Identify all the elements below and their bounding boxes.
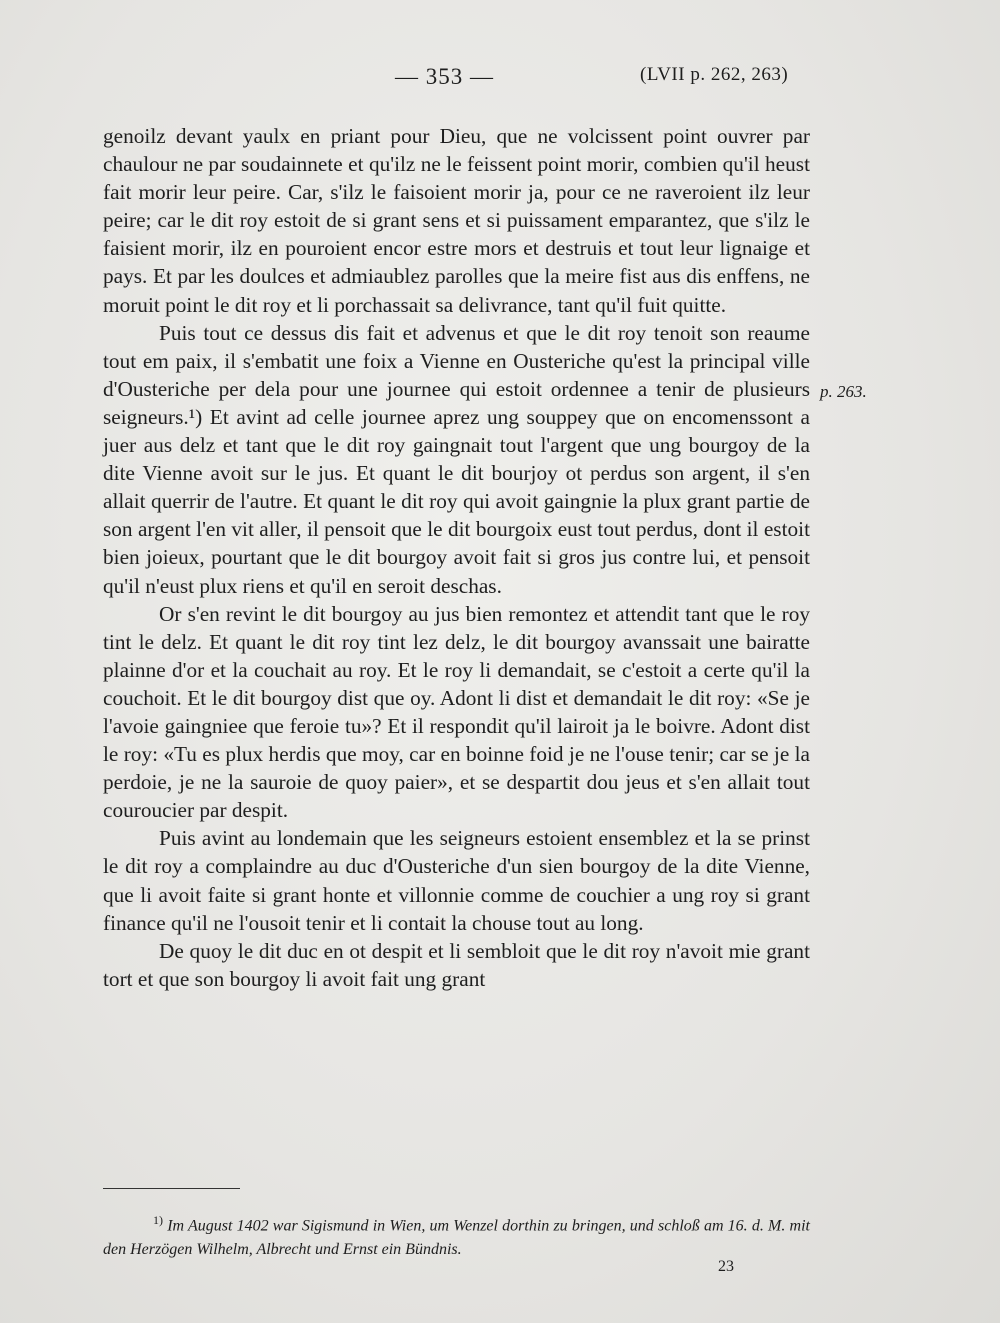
page-number: — 353 — [395, 64, 494, 89]
running-head: (LVII p. 262, 263) [640, 64, 789, 85]
paragraph: Puis tout ce dessus dis fait et advenus et que le dit roy tenoit son reaume tout em paix, il s'embatit une foix a Vienne en Ousteriche qu'est la principal ville d'Ousteriche per dela pour une journee qui estoit ordennee a tenir de plusieurs seigneurs.¹) Et avint ad celle journee aprez ung souppey que on encomenssont a juer aus delz et tant que le dit roy gaingnait tout l'argent que ung bourgoy de la dite Vienne avoit sur le jus. Et quant le dit bourjoy ot perdus son argent, il s'en allait querrir de l'autre. Et quant le dit roy qui avoit gaingnie la plux grant partie de son argent l'en vit aller, il pensoit que le dit bourgoix eust tout perdus, dont il estoit bien joieux, pourtant que le dit bourgoy avoit fait si gros jus contre lui, et pensoit qu'il n'eust plux riens et qu'il en seroit deschas. [103, 320, 810, 598]
body-text [103, 122, 810, 993]
paragraph: De quoy le dit duc en ot despit et li sembloit que le dit roy n'avoit mie grant tort et que son bourgoy li avoit fait ung grant [103, 938, 810, 991]
footnote-text: Im August 1402 war Sigismund in Wien, um Wenzel dorthin zu bringen, und schloß am 16. d. M. mit den Herzögen Wilhelm, Albrecht und Ernst ein Bündnis. [103, 1217, 810, 1259]
footnote-mark: 1) [153, 1213, 163, 1227]
page-header [0, 58, 1000, 98]
margin-page-reference: p. 263. [820, 382, 867, 401]
paragraph: Puis avint au londemain que les seigneurs estoient ensemblez et la se prinst le dit roy a complaindre au duc d'Ousteriche d'un sien bourgoy de la dite Vienne, que li avoit faite si grant honte et villonnie comme de couchier a ung roy si grant finance qu'il ne l'ousoit tenir et li contait la chouse tout au long. [103, 826, 810, 935]
signature-mark: 23 [718, 1258, 734, 1275]
paragraph: genoilz devant yaulx en priant pour Dieu, que ne volcissent point ouvrer par chaulour ne par soudainnete et qu'ilz ne le feissent point morir, combien qu'il heust fait morir leur peire. Car, s'ilz le faisoient morir ja, pour ce ne raveroient ilz leur peire; car le dit roy estoit de si grant sens et si puissament emparantez, que s'ilz le faisient morir, ilz en pouroient encor estre mors et destruis et tout leur lignaige et pays. Et par les doulces et admiaublez parolles que la meire fist aus dis enffens, ne moruit point le dit roy et li porchassait sa delivrance, tant qu'il fuit quitte. [103, 124, 810, 317]
footnote [103, 1208, 810, 1262]
footnote-divider [103, 1188, 240, 1189]
paragraph: Or s'en revint le dit bourgoy au jus bien remontez et attendit tant que le roy tint le delz. Et quant le dit roy tint lez delz, le dit bourgoy avanssait une bairatte plainne d'or et la couchait au roy. Et le roy li demandait, se c'estoit a certe qu'il la couchoit. Et le dit bourgoy dist que oy. Adont li dist et demandait le dit roy: «Se je l'avoie gaingniee que feroie tu»? Et il respondit qu'il lairoit ja le boivre. Adont dist le roy: «Tu es plux herdis que moy, car en boinne foid je ne l'ouse tenir; car se je la perdoie, je ne la sauroie de quoy paier», et se despartit dou jeus et s'en allait tout couroucier par despit. [103, 601, 810, 823]
